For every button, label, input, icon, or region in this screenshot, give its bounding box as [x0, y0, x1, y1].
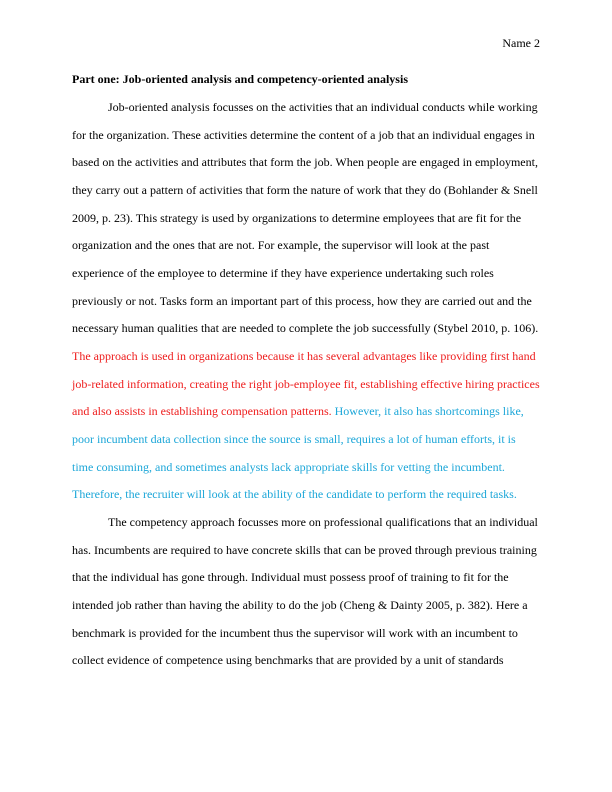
body-line: collect evidence of competence using benchmarks that are provided by a unit of standards	[72, 653, 504, 667]
body-line: for the organization. These activities determine the content of a job that an individual engages in	[72, 128, 535, 142]
body-line: intended job rather than having the ability to do the job (Cheng & Dainty 2005, p. 382). Here a	[72, 598, 528, 612]
body-line: previously or not. Tasks form an important part of this process, how they are carried out and the	[72, 294, 532, 308]
body-line: based on the activities and attributes that form the job. When people are engaged in employment,	[72, 155, 538, 169]
running-head: Name 2	[502, 36, 540, 50]
body-line: 2009, p. 23). This strategy is used by organizations to determine employees that are fit for the	[72, 211, 522, 225]
body-line: benchmark is provided for the incumbent thus the supervisor will work with an incumbent to	[72, 626, 518, 640]
body-line: they carry out a pattern of activities that form the nature of work that they do (Bohlander & Snell	[72, 183, 538, 197]
mixed-color-line	[72, 403, 524, 419]
highlighted-line-blue: Therefore, the recruiter will look at the ability of the candidate to perform the required tasks.	[72, 487, 517, 501]
highlighted-text-red: and also assists in establishing compensation patterns.	[72, 404, 332, 418]
highlighted-line-blue: poor incumbent data collection since the source is small, requires a lot of human efforts, it is	[72, 432, 516, 446]
highlighted-line-red: job-related information, creating the right job-employee fit, establishing effective hiring practices	[72, 377, 540, 391]
body-line: organization and the ones that are not. For example, the supervisor will look at the past	[72, 238, 490, 252]
body-line: The competency approach focusses more on professional qualifications that an individual	[108, 515, 538, 529]
body-line: necessary human qualities that are needed to complete the job successfully (Stybel 2010, p. 106).	[72, 321, 539, 335]
highlighted-text-blue: However, it also has shortcomings like,	[331, 404, 524, 418]
body-line: has. Incumbents are required to have concrete skills that can be proved through previous training	[72, 543, 537, 557]
highlighted-line-blue: time consuming, and sometimes analysts lack appropriate skills for vetting the incumbent.	[72, 460, 505, 474]
section-heading: Part one: Job-oriented analysis and competency-oriented analysis	[72, 72, 408, 86]
body-line: Job-oriented analysis focusses on the activities that an individual conducts while working	[108, 100, 538, 114]
highlighted-line-red: The approach is used in organizations because it has several advantages like providing first hand	[72, 349, 536, 363]
body-line: experience of the employee to determine if they have experience undertaking such roles	[72, 266, 494, 280]
body-line: that the individual has gone through. Individual must possess proof of training to fit for the	[72, 570, 509, 584]
